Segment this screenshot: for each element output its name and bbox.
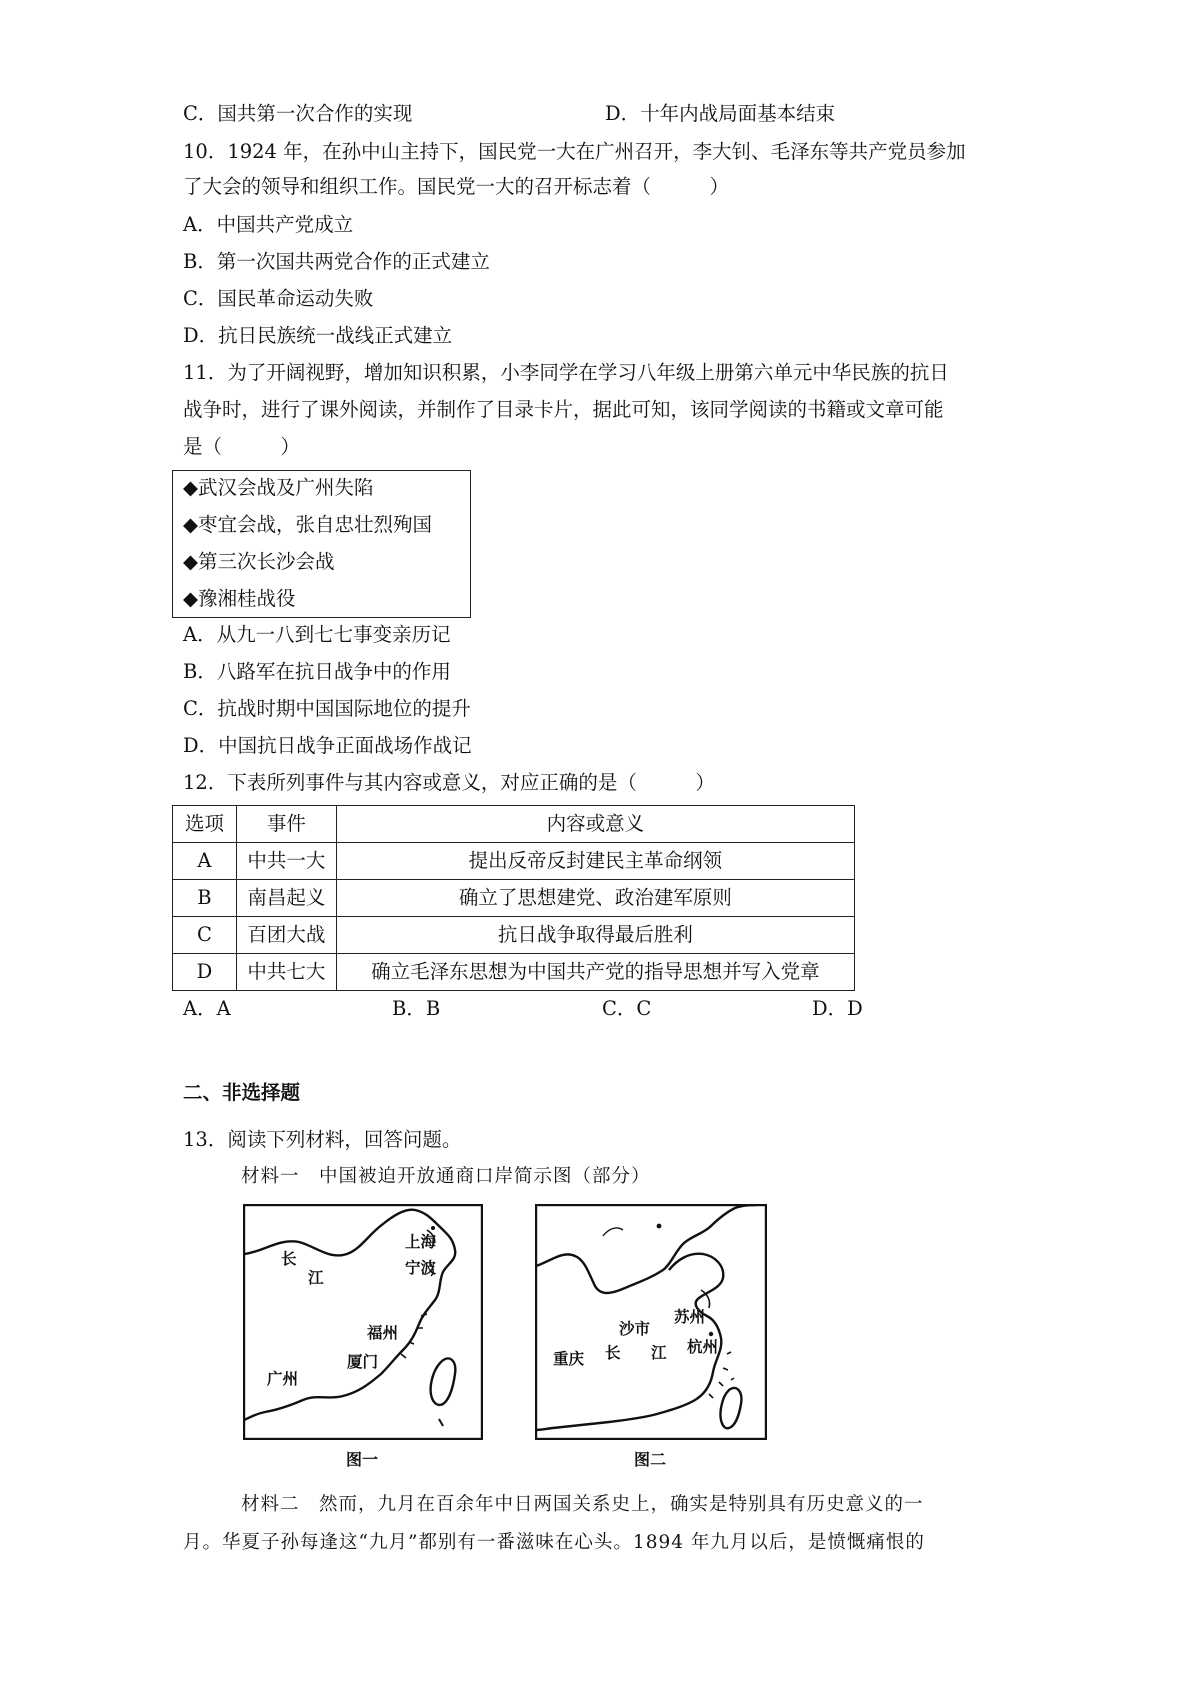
table-row — [173, 954, 855, 991]
table-cell: 南昌起义 — [236, 880, 336, 917]
catalog-item: ◆枣宜会战，张自忠壮烈殉国 — [183, 513, 432, 536]
map-2-drawing — [535, 1204, 767, 1440]
header-event: 事件 — [236, 806, 336, 843]
map-1-drawing — [243, 1204, 483, 1440]
q12-stem: 12．下表所列事件与其内容或意义，对应正确的是（ ） — [183, 771, 715, 794]
table-header-row — [173, 806, 855, 843]
q10-option-c: C．国民革命运动失败 — [183, 287, 374, 310]
map-figure-1 — [243, 1204, 483, 1440]
q12-option-c: C．C — [602, 997, 652, 1020]
q10-option-d: D．抗日民族统一战线正式建立 — [183, 324, 453, 347]
table-cell: 中共七大 — [236, 954, 336, 991]
map2-label-suzhou: 苏州 — [674, 1307, 706, 1326]
table-cell: 百团大战 — [236, 917, 336, 954]
table-cell: D — [173, 954, 237, 991]
material1-title: 材料一 中国被迫开放通商口岸简示图（部分） — [241, 1166, 651, 1187]
catalog-item: ◆第三次长沙会战 — [183, 550, 335, 573]
q11-option-a: A．从九一八到七七事变亲历记 — [183, 623, 451, 646]
map2-label-hangzhou: 杭州 — [687, 1337, 719, 1356]
q10-stem-line1: 10．1924 年，在孙中山主持下，国民党一大在广州召开，李大钊、毛泽东等共产党员参加 — [183, 140, 966, 163]
q10-stem-line2: 了大会的领导和组织工作。国民党一大的召开标志着（ ） — [183, 175, 730, 198]
table-cell: 提出反帝反封建民主革命纲领 — [336, 843, 854, 880]
q11-option-c: C．抗战时期中国国际地位的提升 — [183, 697, 471, 720]
map1-label-shanghai: 上海 — [405, 1232, 437, 1251]
q12-option-d: D．D — [812, 997, 863, 1020]
table-row — [173, 843, 855, 880]
q9-option-c: C．国共第一次合作的实现 — [183, 102, 413, 125]
table-cell: A — [173, 843, 237, 880]
section-title: 二、非选择题 — [183, 1081, 301, 1104]
table-row — [173, 880, 855, 917]
table-cell: C — [173, 917, 237, 954]
table-cell: 确立毛泽东思想为中国共产党的指导思想并写入党章 — [336, 954, 854, 991]
map2-label-chang: 长 — [605, 1343, 621, 1362]
map1-label-jiang: 江 — [308, 1268, 324, 1287]
header-option: 选项 — [173, 806, 237, 843]
q11-option-d: D．中国抗日战争正面战场作战记 — [183, 734, 472, 757]
material2-line2: 月。华夏子孙每逢这“九月”都别有一番滋味在心头。1894 年九月以后，是愤慨痛恨的 — [183, 1532, 925, 1553]
q13-stem: 13．阅读下列材料，回答问题。 — [183, 1128, 462, 1151]
map2-label-chongqing: 重庆 — [553, 1349, 585, 1368]
q11-stem-line2: 战争时，进行了课外阅读，并制作了目录卡片，据此可知，该同学阅读的书籍或文章可能 — [183, 398, 944, 421]
table-cell: 确立了思想建党、政治建军原则 — [336, 880, 854, 917]
catalog-card — [172, 470, 471, 618]
map1-label-fuzhou: 福州 — [367, 1323, 399, 1342]
q10-option-a: A．中国共产党成立 — [183, 213, 354, 236]
table-cell: 中共一大 — [236, 843, 336, 880]
catalog-item: ◆豫湘桂战役 — [183, 587, 296, 610]
table-row — [173, 917, 855, 954]
map1-label-guangzhou: 广州 — [267, 1369, 299, 1388]
map2-label-jiang: 江 — [651, 1343, 667, 1362]
map1-caption: 图一 — [346, 1450, 379, 1469]
material2-line1: 材料二 然而，九月在百余年中日两国关系史上，确实是特别具有历史意义的一 — [241, 1494, 924, 1515]
map1-label-ningbo: 宁波 — [405, 1258, 437, 1277]
q12-option-b: B．B — [392, 997, 441, 1020]
table-cell: B — [173, 880, 237, 917]
q11-option-b: B．八路军在抗日战争中的作用 — [183, 660, 451, 683]
header-content: 内容或意义 — [336, 806, 854, 843]
q12-table — [172, 805, 855, 991]
q12-option-a: A．A — [183, 997, 231, 1020]
map1-label-xiamen: 厦门 — [347, 1352, 379, 1371]
map1-label-chang: 长 — [281, 1249, 297, 1268]
catalog-item: ◆武汉会战及广州失陷 — [183, 476, 374, 499]
q11-stem-line1: 11．为了开阔视野，增加知识积累，小李同学在学习八年级上册第六单元中华民族的抗日 — [183, 361, 949, 384]
table-cell: 抗日战争取得最后胜利 — [336, 917, 854, 954]
q9-option-d: D．十年内战局面基本结束 — [605, 102, 836, 125]
map2-label-shashi: 沙市 — [619, 1319, 651, 1338]
map2-caption: 图二 — [634, 1450, 667, 1469]
q10-option-b: B．第一次国共两党合作的正式建立 — [183, 250, 490, 273]
q11-stem-line3: 是（ ） — [183, 435, 301, 458]
map-figure-2 — [535, 1204, 767, 1440]
